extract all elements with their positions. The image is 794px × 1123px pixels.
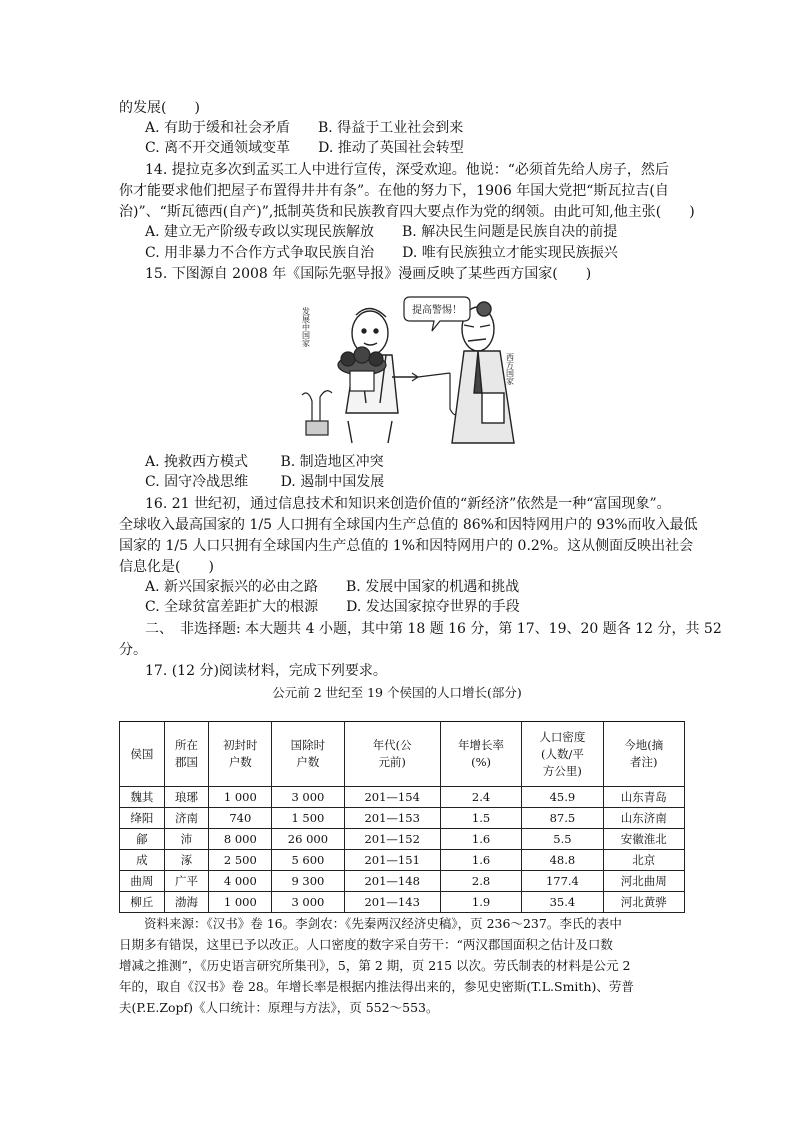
table-cell: 涿 (164, 850, 209, 871)
q14-stem-line2: 你才能要求他们把屋子布置得井井有条”。在他的努力下，1906 年国大党把“斯瓦拉吉(自 (119, 183, 669, 199)
table-cell: 绛阳 (120, 808, 165, 829)
table-cell: 9 300 (272, 871, 344, 892)
q16-options-ab: A. 新兴国家振兴的必由之路 B. 发展中国家的机遇和挑战 (145, 579, 520, 595)
table-header-cell: 所在 郡国 (164, 722, 209, 787)
table-cell: 1.9 (440, 892, 521, 913)
table-cell: 26 000 (272, 829, 344, 850)
q16-stem-line4: 信息化是( ) (119, 559, 214, 575)
table-header-row (120, 722, 685, 787)
table-cell: 山东青岛 (603, 787, 684, 808)
table-cell: 魏其 (120, 787, 165, 808)
table-header-cell: 年增长率 (%) (440, 722, 521, 787)
q14-options-cd: C. 用非暴力不合作方式争取民族自治 D. 唯有民族独立才能实现民族振兴 (145, 245, 618, 261)
table-cell: 1.6 (440, 850, 521, 871)
table-cell: 1 500 (272, 808, 344, 829)
table-row (120, 871, 685, 892)
table-cell: 河北黄骅 (603, 892, 684, 913)
table-header-cell: 年代(公 元前) (344, 722, 440, 787)
table-cell: 201—148 (344, 871, 440, 892)
q15-options-ab: A. 挽救西方模式 B. 制造地区冲突 (145, 454, 384, 470)
table-cell: 河北曲周 (603, 871, 684, 892)
table-cell: 2 500 (209, 850, 272, 871)
table-cell: 48.8 (522, 850, 603, 871)
table-header-cell: 人口密度 (人数/平 方公里) (522, 722, 603, 787)
source-note-line2: 日期多有错误，这里已予以改正。人口密度的数字采自劳干：“两汉郡国面积之估计及口数 (119, 937, 613, 952)
table-cell: 沛 (164, 829, 209, 850)
table-cell: 2.4 (440, 787, 521, 808)
table-header-cell: 初封时 户数 (209, 722, 272, 787)
table-cell: 柳丘 (120, 892, 165, 913)
cartoon-label-developing: 发展中国家 (301, 307, 311, 347)
table-cell: 201—143 (344, 892, 440, 913)
q16-stem-line2: 全球收入最高国家的 1/5 人口拥有全球国内生产总值的 86%和因特网用户的 93%而收入最低 (119, 517, 698, 533)
source-note-line4: 年的，取自《汉书》卷 28。年增长率是根据内推法得出来的，参见史密斯(T.L.Smith)、劳普 (119, 979, 634, 994)
table-cell: 4 000 (209, 871, 272, 892)
table-cell: 201—151 (344, 850, 440, 871)
table-cell: 渤海 (164, 892, 209, 913)
table-cell: 45.9 (522, 787, 603, 808)
table-cell: 3 000 (272, 892, 344, 913)
table-row (120, 892, 685, 913)
cartoon-label-western: 西方国家 (505, 353, 515, 385)
table-cell: 1 000 (209, 787, 272, 808)
table-cell: 1 000 (209, 892, 272, 913)
table-cell: 山东济南 (603, 808, 684, 829)
q17-stem: 17. (12 分)阅读材料，完成下列要求。 (145, 663, 387, 679)
table-row (120, 850, 685, 871)
table-cell: 成 (120, 850, 165, 871)
q13-stem-tail: 的发展( ) (119, 100, 200, 116)
table-cell: 2.8 (440, 871, 521, 892)
cartoon-speech: 提高警惕！ (412, 305, 462, 316)
table-cell: 201—153 (344, 808, 440, 829)
table-cell: 177.4 (522, 871, 603, 892)
q14-options-ab: A. 建立无产阶级专政以实现民族解放 B. 解决民生问题是民族自决的前提 (145, 224, 618, 240)
table-cell: 曲周 (120, 871, 165, 892)
table-cell: 5.5 (522, 829, 603, 850)
table-cell: 201—152 (344, 829, 440, 850)
q16-stem-line1: 16. 21 世纪初，通过信息技术和知识来创造价值的“新经济”依然是一种“富国现象”。 (145, 496, 671, 512)
source-note-line1: 资料来源：《汉书》卷 16。李剑农：《先秦两汉经济史稿》，页 236～237。李氏的表中 (119, 916, 622, 931)
q13-options-cd: C. 离不开交通领域变革 D. 推动了英国社会转型 (145, 140, 464, 156)
q14-stem-line3: 治)”、“斯瓦德西(自产)”,抵制英货和民族教育四大要点作为党的纲领。由此可知,他主张( ) (119, 204, 695, 220)
table-cell: 3 000 (272, 787, 344, 808)
table-cell: 87.5 (522, 808, 603, 829)
table-row (120, 808, 685, 829)
q14-stem-line1: 14. 提拉克多次到孟买工人中进行宣传，深受欢迎。他说：“必须首先给人房子，然后 (145, 162, 669, 178)
table-cell: 8 000 (209, 829, 272, 850)
source-note-line5: 夫(P.E.Zopf)《人口统计：原理与方法》，页 552～553。 (119, 1000, 439, 1015)
table-header-cell: 国除时 户数 (272, 722, 344, 787)
table-cell: 1.6 (440, 829, 521, 850)
table-cell: 35.4 (522, 892, 603, 913)
q15-stem: 15. 下图源自 2008 年《国际先驱导报》漫画反映了某些西方国家( ) (145, 266, 592, 282)
table-cell: 1.5 (440, 808, 521, 829)
table-row (120, 787, 685, 808)
table-cell: 201—154 (344, 787, 440, 808)
table-cell: 安徽淮北 (603, 829, 684, 850)
table-title: 公元前 2 世纪至 19 个侯国的人口增长(部分) (272, 685, 522, 700)
q15-options-cd: C. 固守冷战思维 D. 遏制中国发展 (145, 474, 385, 490)
table-cell: 琅琊 (164, 787, 209, 808)
q13-options-ab: A. 有助于缓和社会矛盾 B. 得益于工业社会到来 (145, 120, 464, 136)
source-note-line3: 增减之推测”，《历史语言研究所集刊》，5，第 2 期，页 215 以次。劳氏制表的材料是公元 2 (119, 958, 631, 973)
table-header-cell: 今地(摘 者注) (603, 722, 684, 787)
table-row (120, 829, 685, 850)
section2-heading-line2: 分。 (119, 642, 147, 658)
table-cell: 济南 (164, 808, 209, 829)
q16-stem-line3: 国家的 1/5 人口只拥有全球国内生产总值的 1%和因特网用户的 0.2%。这从侧面反映出社会 (119, 538, 694, 554)
table-cell: 广平 (164, 871, 209, 892)
table-cell: 北京 (603, 850, 684, 871)
table-cell: 鄃 (120, 829, 165, 850)
table-header-cell: 侯国 (120, 722, 165, 787)
cartoon-drawing (300, 293, 520, 445)
population-table (119, 721, 685, 913)
table-cell: 5 600 (272, 850, 344, 871)
table-cell: 740 (209, 808, 272, 829)
q16-options-cd: C. 全球贫富差距扩大的根源 D. 发达国家掠夺世界的手段 (145, 599, 520, 615)
cartoon-image (300, 293, 520, 445)
section2-heading-line1: 二、 非选择题: 本大题共 4 小题，其中第 18 题 16 分，第 17、19、20 题各 12 分，共 52 (145, 621, 722, 637)
